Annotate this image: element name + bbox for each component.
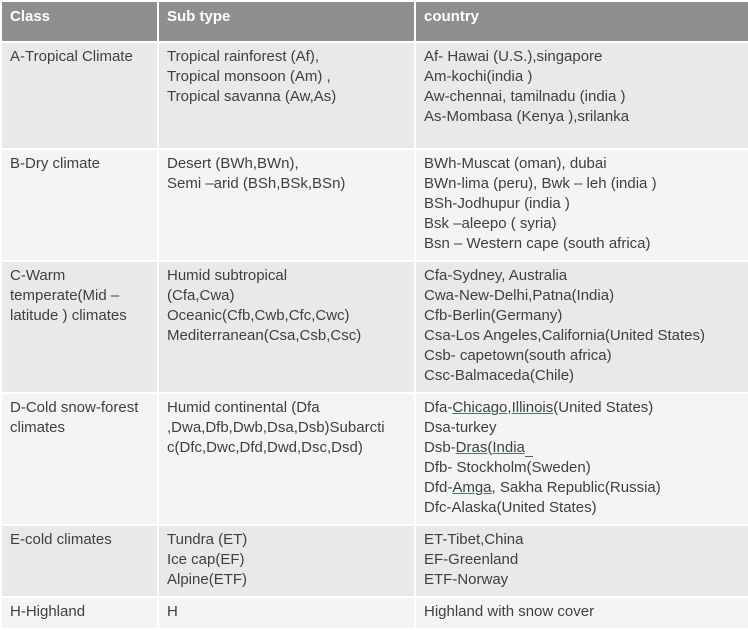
country-line: Dfd-Amga, Sakha Republic(Russia)	[424, 479, 661, 496]
subtype-line: ,Dwa,Dfb,Dwb,Dsa,Dsb)Subarcti	[167, 419, 385, 436]
class-cell: B-Dry climate	[2, 150, 157, 260]
illinois-link[interactable]: Illinois	[511, 399, 554, 416]
class-cell: D-Cold snow-forest climates	[2, 394, 157, 524]
country-line: Cfb-Berlin(Germany)	[424, 307, 563, 324]
country-cell	[416, 262, 748, 392]
table-row	[2, 43, 748, 148]
table-row	[2, 394, 748, 524]
country-line: Csc-Balmaceda(Chile)	[424, 367, 575, 384]
subtype-line: H	[167, 603, 178, 620]
subtype-cell	[159, 43, 414, 148]
amga-link[interactable]: Amga	[452, 479, 492, 496]
subtype-line: Desert (BWh,BWn),	[167, 155, 299, 172]
country-line: Bsn – Western cape (south africa)	[424, 235, 651, 252]
chicago-link[interactable]: Chicago	[452, 399, 508, 416]
subtype-cell	[159, 262, 414, 392]
country-line: Cwa-New-Delhi,Patna(India)	[424, 287, 615, 304]
subtype-line: (Cfa,Cwa)	[167, 287, 235, 304]
table-row	[2, 262, 748, 392]
header-row	[2, 2, 748, 41]
country-line: Dfc-Alaska(United States)	[424, 499, 597, 516]
country-line: Af- Hawai (U.S.),singapore	[424, 48, 603, 65]
country-line: BWn-lima (peru), Bwk – leh (india )	[424, 175, 657, 192]
subtype-line: Alpine(ETF)	[167, 571, 248, 588]
country-line: Bsk –aleepo ( syria)	[424, 215, 557, 232]
subtype-line: Ice cap(EF)	[167, 551, 245, 568]
subtype-line: Humid continental (Dfa	[167, 399, 320, 416]
header-class: Class	[2, 2, 157, 41]
subtype-line: Semi –arid (BSh,BSk,BSn)	[167, 175, 346, 192]
subtype-cell	[159, 394, 414, 524]
subtype-line: Tropical monsoon (Am) ,	[167, 68, 331, 85]
subtype-cell	[159, 150, 414, 260]
header-country: country	[416, 2, 748, 41]
country-cell	[416, 150, 748, 260]
country-line: BSh-Jodhupur (india )	[424, 195, 570, 212]
country-line: ETF-Norway	[424, 571, 509, 588]
country-line: Csb- capetown(south africa)	[424, 347, 612, 364]
subtype-line: c(Dfc,Dwc,Dfd,Dwd,Dsc,Dsd)	[167, 439, 363, 456]
subtype-line: Oceanic(Cfb,Cwb,Cfc,Cwc)	[167, 307, 350, 324]
country-line: As-Mombasa (Kenya ),srilanka	[424, 108, 630, 125]
country-line: Dsa-turkey	[424, 419, 497, 436]
subtype-cell	[159, 526, 414, 596]
country-line: BWh-Muscat (oman), dubai	[424, 155, 607, 172]
country-line: Am-kochi(india )	[424, 68, 533, 85]
subtype-line: Tundra (ET)	[167, 531, 248, 548]
country-line: EF-Greenland	[424, 551, 519, 568]
country-line: Cfa-Sydney, Australia	[424, 267, 568, 284]
class-cell: C-Warm temperate(Mid – latitude ) climates	[2, 262, 157, 392]
subtype-line: Tropical rainforest (Af),	[167, 48, 319, 65]
india-link[interactable]: India	[492, 439, 525, 456]
class-cell: H-Highland	[2, 598, 157, 628]
subtype-line: Humid subtropical	[167, 267, 288, 284]
country-cell	[416, 394, 748, 524]
country-line: Csa-Los Angeles,California(United States)	[424, 327, 705, 344]
table-row	[2, 526, 748, 596]
header-subtype: Sub type	[159, 2, 414, 41]
country-line: Highland with snow cover	[424, 603, 595, 620]
class-cell: A-Tropical Climate	[2, 43, 157, 148]
subtype-line: Mediterranean(Csa,Csb,Csc)	[167, 327, 362, 344]
dras-link[interactable]: Dras	[455, 439, 488, 456]
country-line: Dfb- Stockholm(Sweden)	[424, 459, 591, 476]
country-line: Aw-chennai, tamilnadu (india )	[424, 88, 626, 105]
subtype-line: Tropical savanna (Aw,As)	[167, 88, 337, 105]
country-cell	[416, 43, 748, 148]
table-row	[2, 150, 748, 260]
country-line: Dsb-Dras(India	[424, 438, 740, 458]
country-cell	[416, 526, 748, 596]
country-line: Dfa-Chicago,Illinois(United States)	[424, 399, 654, 416]
class-cell: E-cold climates	[2, 526, 157, 596]
country-line: ET-Tibet,China	[424, 531, 524, 548]
